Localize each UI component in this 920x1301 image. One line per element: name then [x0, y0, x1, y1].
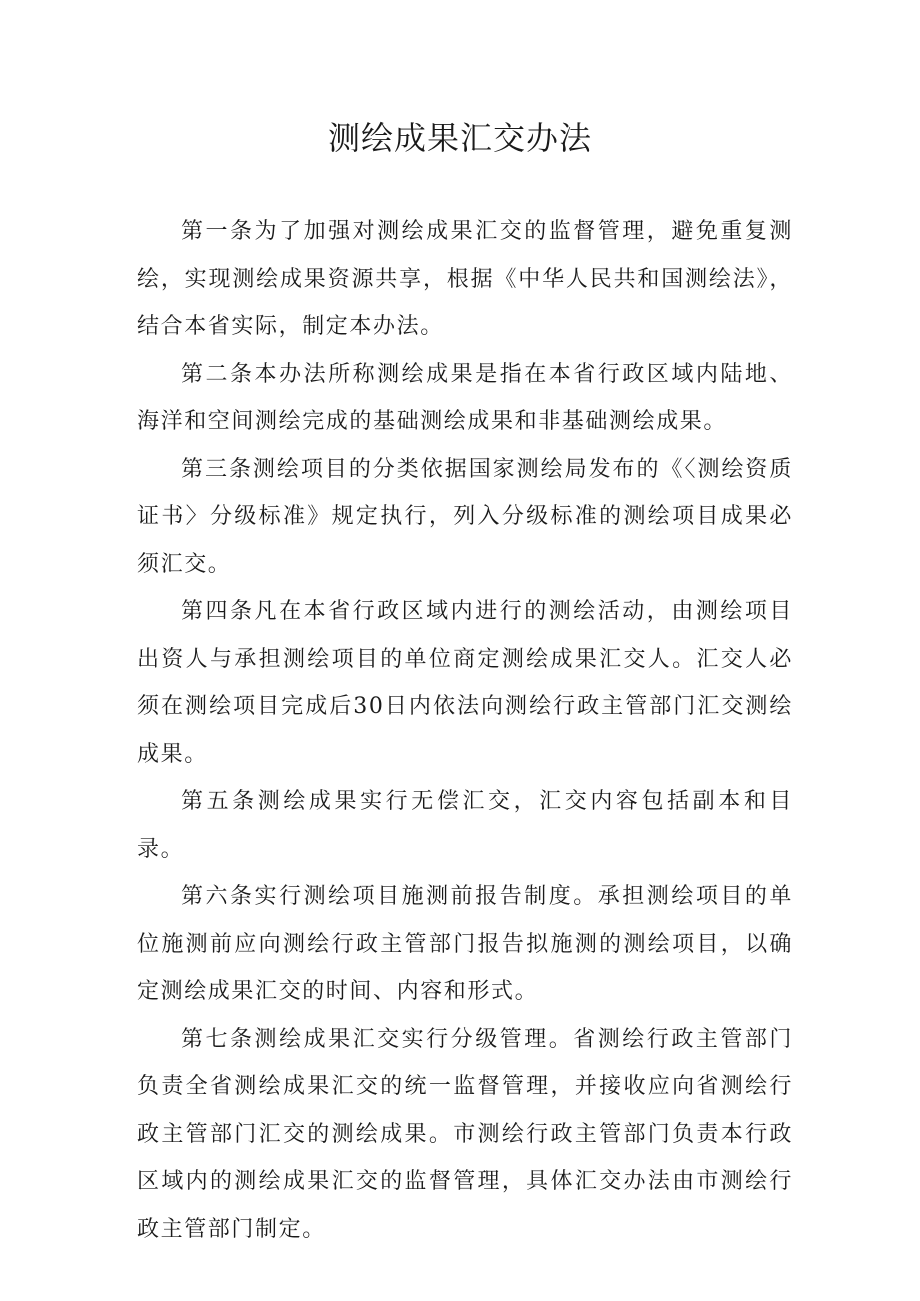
article-5: 第五条测绘成果实行无偿汇交，汇交内容包括副本和目录。: [137, 789, 793, 862]
article-1: 第一条为了加强对测绘成果汇交的监督管理，避免重复测绘，实现测绘成果资源共享，根据《中华人民共和国测绘法》，结合本省实际，制定本办法。: [137, 219, 793, 339]
article-2: 第二条本办法所称测绘成果是指在本省行政区域内陆地、海洋和空间测绘完成的基础测绘成果和非基础测绘成果。: [137, 361, 793, 434]
article-3: 第三条测绘项目的分类依据国家测绘局发布的《〈测绘资质证书〉分级标准》规定执行，列入分级标准的测绘项目成果必须汇交。: [137, 456, 793, 577]
document-title: 测绘成果汇交办法: [327, 119, 592, 157]
article-6: 第六条实行测绘项目施测前报告制度。承担测绘项目的单位施测前应向测绘行政主管部门报告拟施测的测绘项目，以确定测绘成果汇交的时间、内容和形式。: [137, 884, 793, 1004]
article-7: 第七条测绘成果汇交实行分级管理。省测绘行政主管部门负责全省测绘成果汇交的统一监督管理，并接收应向省测绘行政主管部门汇交的测绘成果。市测绘行政主管部门负责本行政区域内的测绘成果汇交的监督管理，具体汇交办法由市测绘行政主管部门制定。: [137, 1026, 793, 1242]
document-body: [137, 208, 793, 1253]
article-4: 第四条凡在本省行政区域内进行的测绘活动，由测绘项目出资人与承担测绘项目的单位商定测绘成果汇交人。汇交人必须在测绘项目完成后30日内依法向测绘行政主管部门汇交测绘成果。: [137, 599, 793, 767]
